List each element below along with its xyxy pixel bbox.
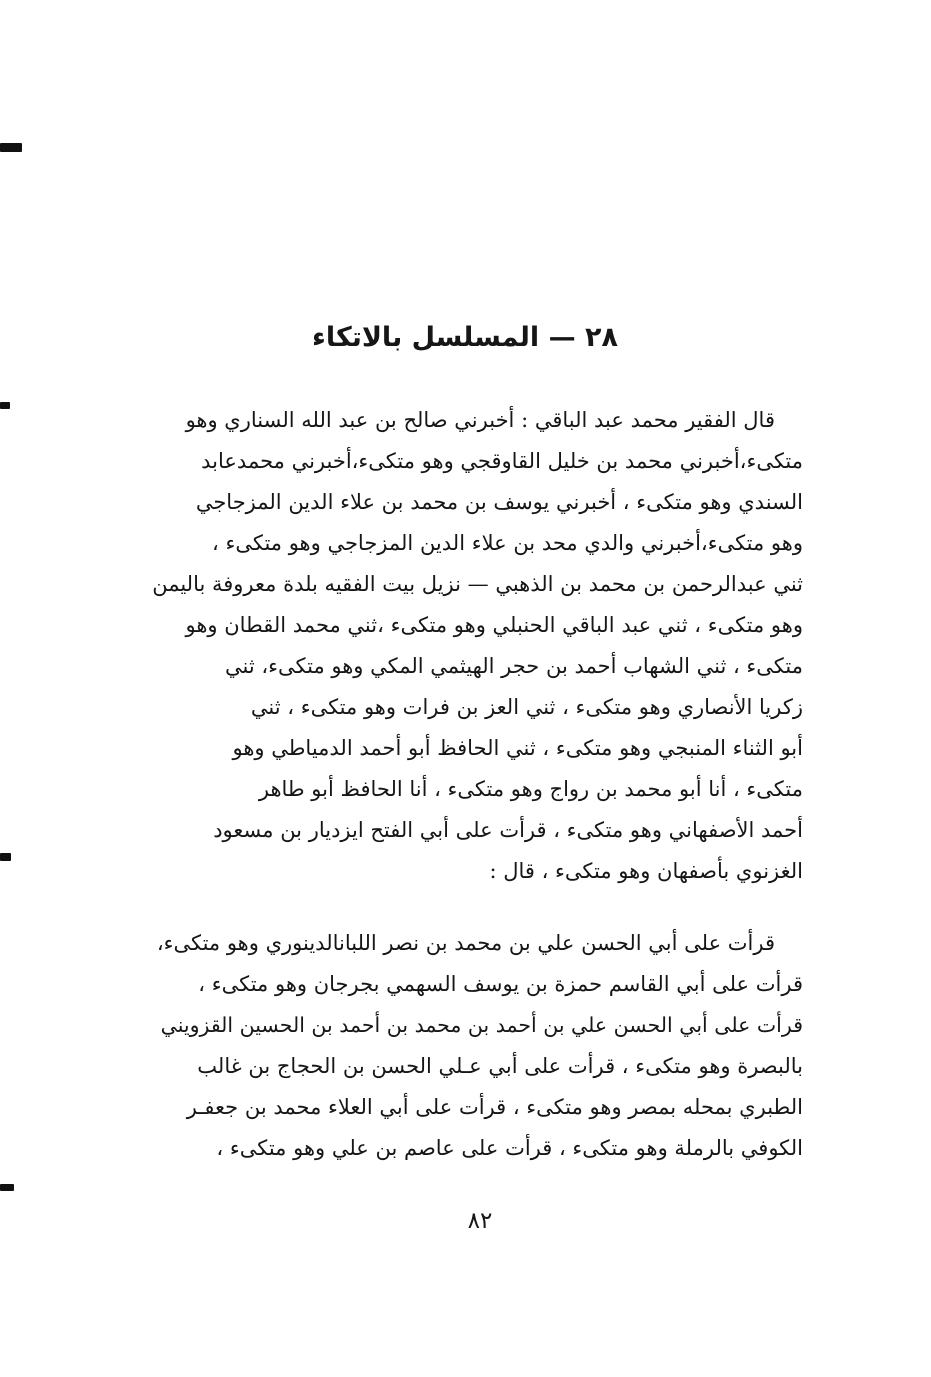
text-line: أحمد الأصفهاني وهو متكىء ، قرأت على أبي الفتح ايزديار بن مسعود <box>213 818 803 842</box>
scan-margin-mark <box>0 402 10 409</box>
text-line: الطبري بمحله بمصر وهو متكىء ، قرأت على أبي العلاء محمد بن جعفـر <box>186 1095 803 1119</box>
text-line: متكىء ، ثني الشهاب أحمد بن حجر الهيثمي المكي وهو متكىء، ثني <box>225 654 803 678</box>
text-line: قرأت على أبي الحسن علي بن أحمد بن محمد بن أحمد بن الحسين القزويني <box>160 1013 803 1037</box>
text-line: الكوفي بالرملة وهو متكىء ، قرأت على عاصم بن علي وهو متكىء ، <box>216 1136 803 1160</box>
text-line: قرأت على أبي الحسن علي بن محمد بن نصر اللبانالدينوري وهو متكىء، <box>156 931 775 955</box>
section-heading: ٢٨ — المسلسل بالاتكاء <box>312 322 618 353</box>
page-number: ٨٢ <box>467 1208 493 1234</box>
text-line: وهو متكىء،أخبرني والدي محد بن علاء الدين المزجاجي وهو متكىء ، <box>212 531 803 555</box>
text-line: قال الفقير محمد عبد الباقي : أخبرني صالح بن عبد الله السناري وهو <box>185 408 775 432</box>
text-line: متكىء،أخبرني محمد بن خليل القاوقجي وهو متكىء،أخبرني محمدعابد <box>201 449 803 473</box>
text-line: السندي وهو متكىء ، أخبرني يوسف بن محمد بن علاء الدين المزجاجي <box>195 490 803 514</box>
text-line: بالبصرة وهو متكىء ، قرأت على أبي عـلي الحسن بن الحجاج بن غالب <box>197 1054 803 1078</box>
text-line: أبو الثناء المنبجي وهو متكىء ، ثني الحافظ أبو أحمد الدمياطي وهو <box>232 736 803 760</box>
paragraph-isnad-chain <box>148 400 803 892</box>
text-line: متكىء ، أنا أبو محمد بن رواج وهو متكىء ، أنا الحافظ أبو طاهر <box>258 777 803 801</box>
text-line: وهو متكىء ، ثني عبد الباقي الحنبلي وهو متكىء ،ثني محمد القطان وهو <box>185 613 803 637</box>
scan-margin-mark <box>0 143 22 152</box>
paragraph-reading-chain <box>148 923 803 1169</box>
scan-margin-mark <box>0 1184 14 1191</box>
text-line: زكريا الأنصاري وهو متكىء ، ثني العز بن فرات وهو متكىء ، ثني <box>250 695 803 719</box>
text-line: الغزنوي بأصفهان وهو متكىء ، قال : <box>489 859 803 883</box>
scan-margin-mark <box>0 853 11 861</box>
text-line: ثني عبدالرحمن بن محمد بن الذهبي — نزيل بيت الفقيه بلدة معروفة باليمن <box>152 572 803 596</box>
text-line: قرأت على أبي القاسم حمزة بن يوسف السهمي بجرجان وهو متكىء ، <box>198 972 803 996</box>
